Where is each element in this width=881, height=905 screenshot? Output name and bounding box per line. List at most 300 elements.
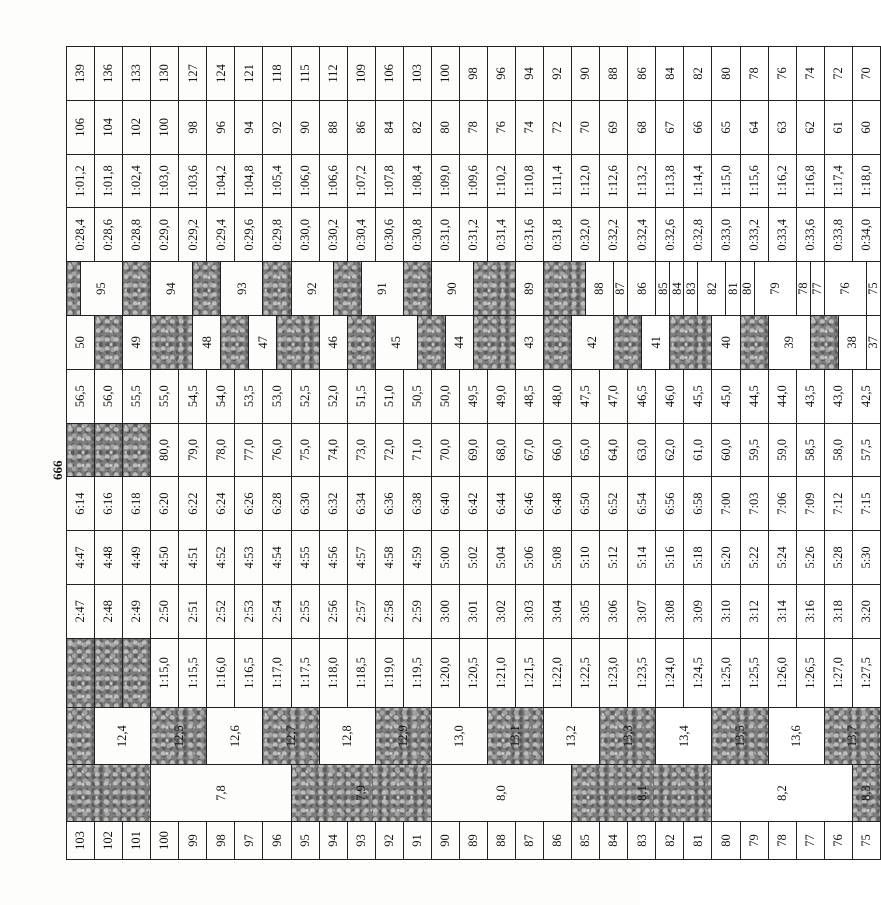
table-cell-c1: 80 <box>712 822 740 860</box>
table-cell-c5: 2:52 <box>207 584 235 638</box>
table-cell-c14: 61 <box>824 100 852 154</box>
table-row <box>67 47 81 860</box>
table-cell-c1: 95 <box>291 822 319 860</box>
table-cell-c15: 82 <box>684 47 712 101</box>
table-cell-c8: 58,5 <box>796 423 824 477</box>
table-cell-c5: 3:00 <box>431 584 459 638</box>
table-cell-c5: 2:47 <box>67 584 95 638</box>
table-cell-c3: 12,7 <box>263 708 319 765</box>
table-cell-c10: 37 <box>866 315 880 369</box>
table-cell-c10: 46 <box>319 315 347 369</box>
table-cell-c14: 98 <box>179 100 207 154</box>
table-cell-c15: 88 <box>600 47 628 101</box>
table-row <box>151 47 165 860</box>
table-cell-c4: 1:23,0 <box>600 638 628 708</box>
table-cell-c5: 2:50 <box>151 584 179 638</box>
table-cell-c13: 1:06,6 <box>319 154 347 208</box>
table-cell-c15: 133 <box>123 47 151 101</box>
table-cell-c1: 78 <box>768 822 796 860</box>
table-row <box>768 47 782 860</box>
table-cell-c7: 6:14 <box>67 477 95 531</box>
table-cell-c4: 1:22,5 <box>572 638 600 708</box>
table-cell-c4: 1:18,5 <box>347 638 375 708</box>
table-cell-c12: 0:33,4 <box>768 208 796 262</box>
table-cell-c12: 0:30,4 <box>347 208 375 262</box>
table-row <box>600 47 614 860</box>
table-cell-c15: 112 <box>319 47 347 101</box>
table-cell-c6: 4:55 <box>291 531 319 585</box>
table-cell-c10: 39 <box>768 315 810 369</box>
table-cell-c5: 2:56 <box>319 584 347 638</box>
table-cell-c13: 1:05,4 <box>263 154 291 208</box>
table-cell-c8: 64,0 <box>600 423 628 477</box>
table-cell-c2: 8,0 <box>431 765 571 822</box>
table-cell-c13: 1:03,0 <box>151 154 179 208</box>
table-cell-c1: 93 <box>347 822 375 860</box>
table-cell-c12: 0:31,6 <box>516 208 544 262</box>
table-cell-c9: 56,5 <box>67 369 95 423</box>
table-cell-c14: 68 <box>628 100 656 154</box>
table-cell-c3: 13,0 <box>431 708 487 765</box>
table-cell-c12: 0:29,4 <box>207 208 235 262</box>
table-cell-c6: 4:48 <box>95 531 123 585</box>
table-cell-c7: 6:38 <box>403 477 431 531</box>
table-cell-c4: 1:18,0 <box>319 638 347 708</box>
table-cell-c9: 50,0 <box>431 369 459 423</box>
table-cell-c1: 98 <box>207 822 235 860</box>
table-cell-c8: 78,0 <box>207 423 235 477</box>
table-cell-c10 <box>95 315 123 369</box>
table-cell-c8: 72,0 <box>375 423 403 477</box>
table-cell-c14: 104 <box>95 100 123 154</box>
table-cell-c2: 7,9 <box>291 765 431 822</box>
table-cell-c14: 106 <box>67 100 95 154</box>
table-cell-c6: 5:02 <box>459 531 487 585</box>
table-cell-c15: 121 <box>235 47 263 101</box>
table-cell-c5: 3:07 <box>628 584 656 638</box>
table-cell-c6: 5:30 <box>852 531 880 585</box>
table-cell-c1: 101 <box>123 822 151 860</box>
table-cell-c3: 12,5 <box>151 708 207 765</box>
table-cell-c11 <box>544 262 586 316</box>
table-cell-c4: 1:26,5 <box>796 638 824 708</box>
table-cell-c15: 98 <box>459 47 487 101</box>
table-cell-c9: 56,0 <box>95 369 123 423</box>
table-cell-c14: 88 <box>319 100 347 154</box>
table-cell-c13: 1:04,8 <box>235 154 263 208</box>
table-cell-c5: 2:59 <box>403 584 431 638</box>
table-cell-c9: 52,0 <box>319 369 347 423</box>
table-cell-c7: 6:34 <box>347 477 375 531</box>
table-cell-c3: 13,6 <box>768 708 824 765</box>
table-cell-c9: 52,5 <box>291 369 319 423</box>
table-cell-c5: 3:16 <box>796 584 824 638</box>
table-cell-c9: 43,5 <box>796 369 824 423</box>
table-cell-c12: 0:31,4 <box>487 208 515 262</box>
table-cell-c9: 54,5 <box>179 369 207 423</box>
table-cell-c8: 67,0 <box>516 423 544 477</box>
table-cell-c10: 41 <box>642 315 670 369</box>
table-cell-c8: 62,0 <box>656 423 684 477</box>
table-cell-c6: 4:54 <box>263 531 291 585</box>
table-cell-c1: 90 <box>431 822 459 860</box>
table-cell-c13: 1:02,4 <box>123 154 151 208</box>
table-cell-c15: 70 <box>852 47 880 101</box>
table-cell-c5: 2:58 <box>375 584 403 638</box>
table-cell-c10: 43 <box>516 315 544 369</box>
table-cell-c11 <box>473 262 515 316</box>
table-cell-c1: 81 <box>684 822 712 860</box>
table-cell-c7: 7:03 <box>740 477 768 531</box>
table-cell-c9: 55,0 <box>151 369 179 423</box>
table-cell-c6: 4:59 <box>403 531 431 585</box>
table-cell-c15: 96 <box>487 47 515 101</box>
table-cell-c7: 6:48 <box>544 477 572 531</box>
table-cell-c4: 1:21,5 <box>516 638 544 708</box>
table-cell-c5: 2:48 <box>95 584 123 638</box>
table-cell-c7: 7:00 <box>712 477 740 531</box>
table-cell-c13: 1:10,8 <box>516 154 544 208</box>
table-cell-c14: 67 <box>656 100 684 154</box>
table-cell-c5: 3:05 <box>572 584 600 638</box>
table-cell-c14: 60 <box>852 100 880 154</box>
table-cell-c12: 0:34,0 <box>852 208 880 262</box>
table-cell-c2: 8,3 <box>852 765 880 822</box>
table-cell-c10 <box>473 315 515 369</box>
table-cell-c8: 69,0 <box>459 423 487 477</box>
table-cell-c9: 55,5 <box>123 369 151 423</box>
table-cell-c5: 2:49 <box>123 584 151 638</box>
table-cell-c2: 8,2 <box>712 765 852 822</box>
table-cell-c15: 92 <box>544 47 572 101</box>
table-cell-c11: 81 <box>726 262 740 316</box>
table-cell-c14: 78 <box>459 100 487 154</box>
table-cell-c5: 2:51 <box>179 584 207 638</box>
table-cell-c5: 3:10 <box>712 584 740 638</box>
table-cell-c4: 1:16,0 <box>207 638 235 708</box>
table-cell-c15: 86 <box>628 47 656 101</box>
table-cell-c10: 44 <box>445 315 473 369</box>
table-cell-c3: 13,3 <box>600 708 656 765</box>
table-cell-c9: 44,5 <box>740 369 768 423</box>
table-cell-c10: 42 <box>572 315 614 369</box>
table-cell-c3: 12,9 <box>375 708 431 765</box>
table-cell-c6: 5:12 <box>600 531 628 585</box>
table-cell-c13: 1:06,0 <box>291 154 319 208</box>
table-cell-c11 <box>193 262 221 316</box>
table-cell-c9: 51,0 <box>375 369 403 423</box>
table-cell-c14: 86 <box>347 100 375 154</box>
table-cell-c7: 6:16 <box>95 477 123 531</box>
table-cell-c6: 5:14 <box>628 531 656 585</box>
table-cell-c5: 2:57 <box>347 584 375 638</box>
table-cell-c8: 59,5 <box>740 423 768 477</box>
table-cell-c13: 1:14,4 <box>684 154 712 208</box>
table-cell-c12: 0:33,8 <box>824 208 852 262</box>
table-row <box>207 47 221 860</box>
table-cell-c6: 4:51 <box>179 531 207 585</box>
table-cell-c6: 4:52 <box>207 531 235 585</box>
table-cell-c7: 7:12 <box>824 477 852 531</box>
table-cell-c3: 13,2 <box>544 708 600 765</box>
table-cell-c11: 92 <box>291 262 333 316</box>
table-cell-c11: 79 <box>754 262 796 316</box>
table-cell-c15: 84 <box>656 47 684 101</box>
table-cell-c1: 82 <box>656 822 684 860</box>
table-cell-c11 <box>123 262 151 316</box>
table-cell-c9: 46,5 <box>628 369 656 423</box>
table-cell-c6: 5:08 <box>544 531 572 585</box>
table-cell-c4: 1:25,5 <box>740 638 768 708</box>
table-cell-c5: 3:06 <box>600 584 628 638</box>
table-cell-c10 <box>614 315 642 369</box>
table-cell-c2 <box>67 765 151 822</box>
table-cell-c4: 1:26,0 <box>768 638 796 708</box>
table-cell-c12: 0:28,6 <box>95 208 123 262</box>
table-cell-c13: 1:10,2 <box>487 154 515 208</box>
table-cell-c5: 3:08 <box>656 584 684 638</box>
table-cell-c8: 68,0 <box>487 423 515 477</box>
table-cell-c9: 49,5 <box>459 369 487 423</box>
table-cell-c7: 6:22 <box>179 477 207 531</box>
table-cell-c1: 84 <box>600 822 628 860</box>
table-cell-c12: 0:32,8 <box>684 208 712 262</box>
table-row <box>824 47 838 860</box>
table-cell-c13: 1:12,6 <box>600 154 628 208</box>
table-cell-c5: 3:12 <box>740 584 768 638</box>
table-cell-c12: 0:28,8 <box>123 208 151 262</box>
table-cell-c12: 0:28,4 <box>67 208 95 262</box>
table-cell-c8: 70,0 <box>431 423 459 477</box>
table-cell-c5: 2:53 <box>235 584 263 638</box>
table-cell-c10 <box>151 315 193 369</box>
table-cell-c5: 3:09 <box>684 584 712 638</box>
table-cell-c1: 92 <box>375 822 403 860</box>
table-cell-c1: 99 <box>179 822 207 860</box>
table-cell-c10: 45 <box>375 315 417 369</box>
table-cell-c12: 0:33,6 <box>796 208 824 262</box>
table-cell-c3: 13,4 <box>656 708 712 765</box>
table-cell-c13: 1:13,2 <box>628 154 656 208</box>
table-cell-c8: 76,0 <box>263 423 291 477</box>
table-cell-c6: 4:58 <box>375 531 403 585</box>
table-cell-c7: 6:52 <box>600 477 628 531</box>
table-row <box>375 47 389 860</box>
table-cell-c8: 80,0 <box>151 423 179 477</box>
table-cell-c12: 0:32,0 <box>572 208 600 262</box>
table-cell-c7: 7:06 <box>768 477 796 531</box>
table-cell-c1: 96 <box>263 822 291 860</box>
table-cell-c11 <box>67 262 81 316</box>
table-row <box>431 47 445 860</box>
table-cell-c1: 91 <box>403 822 431 860</box>
table-cell-c14: 102 <box>123 100 151 154</box>
table-cell-c15: 103 <box>403 47 431 101</box>
table-cell-c8: 79,0 <box>179 423 207 477</box>
table-cell-c6: 5:04 <box>487 531 515 585</box>
table-cell-c6: 5:22 <box>740 531 768 585</box>
table-cell-c6: 4:50 <box>151 531 179 585</box>
table-cell-c13: 1:18,0 <box>852 154 880 208</box>
table-cell-c4 <box>95 638 123 708</box>
table-cell-c15: 76 <box>768 47 796 101</box>
page-number: 666 <box>50 460 65 480</box>
table-cell-c11: 84 <box>670 262 684 316</box>
table-cell-c14: 70 <box>572 100 600 154</box>
table-cell-c15: 78 <box>740 47 768 101</box>
table-cell-c11: 90 <box>431 262 473 316</box>
table-cell-c7: 6:24 <box>207 477 235 531</box>
table-cell-c12: 0:30,2 <box>319 208 347 262</box>
table-cell-c11: 94 <box>151 262 193 316</box>
table-cell-c5: 3:02 <box>487 584 515 638</box>
table-cell-c6: 5:10 <box>572 531 600 585</box>
table-cell-c7: 6:28 <box>263 477 291 531</box>
table-cell-c11: 87 <box>614 262 628 316</box>
table-cell-c6: 5:24 <box>768 531 796 585</box>
table-cell-c9: 44,0 <box>768 369 796 423</box>
table-cell-c10: 48 <box>193 315 221 369</box>
table-cell-c15: 74 <box>796 47 824 101</box>
table-cell-c9: 51,5 <box>347 369 375 423</box>
table-cell-c2: 7,8 <box>151 765 291 822</box>
table-cell-c6: 4:47 <box>67 531 95 585</box>
table-cell-c1: 100 <box>151 822 179 860</box>
table-cell-c13: 1:09,0 <box>431 154 459 208</box>
table-cell-c11 <box>333 262 361 316</box>
table-cell-c4: 1:20,5 <box>459 638 487 708</box>
table-cell-c9: 53,0 <box>263 369 291 423</box>
table-cell-c4: 1:25,0 <box>712 638 740 708</box>
table-cell-c4: 1:23,5 <box>628 638 656 708</box>
table-cell-c9: 46,0 <box>656 369 684 423</box>
table-row <box>712 47 726 860</box>
table-cell-c8: 74,0 <box>319 423 347 477</box>
table-cell-c15: 100 <box>431 47 459 101</box>
table-cell-c9: 53,5 <box>235 369 263 423</box>
table-cell-c8: 75,0 <box>291 423 319 477</box>
table-cell-c5: 3:18 <box>824 584 852 638</box>
table-cell-c13: 1:04,2 <box>207 154 235 208</box>
table-cell-c6: 5:20 <box>712 531 740 585</box>
table-cell-c11: 86 <box>628 262 656 316</box>
table-cell-c3: 13,7 <box>824 708 880 765</box>
table-cell-c12: 0:29,0 <box>151 208 179 262</box>
table-cell-c4: 1:22,0 <box>544 638 572 708</box>
table-cell-c4: 1:17,0 <box>263 638 291 708</box>
table-cell-c9: 42,5 <box>852 369 880 423</box>
table-cell-c15: 115 <box>291 47 319 101</box>
table-cell-c9: 50,5 <box>403 369 431 423</box>
table-cell-c14: 92 <box>263 100 291 154</box>
table-cell-c7: 6:46 <box>516 477 544 531</box>
table-row <box>319 47 333 860</box>
table-cell-c1: 85 <box>572 822 600 860</box>
table-cell-c15: 72 <box>824 47 852 101</box>
table-cell-c4: 1:27,0 <box>824 638 852 708</box>
table-cell-c6: 5:18 <box>684 531 712 585</box>
table-cell-c4: 1:24,5 <box>684 638 712 708</box>
table-cell-c9: 45,0 <box>712 369 740 423</box>
table-cell-c11: 78 <box>796 262 810 316</box>
table-cell-c4: 1:15,0 <box>151 638 179 708</box>
table-cell-c15: 130 <box>151 47 179 101</box>
table-row <box>95 47 109 860</box>
table-cell-c12: 0:33,2 <box>740 208 768 262</box>
table-cell-c8: 57,5 <box>852 423 880 477</box>
table-row <box>656 47 670 860</box>
table-cell-c4: 1:15,5 <box>179 638 207 708</box>
table-cell-c15: 109 <box>347 47 375 101</box>
table-row <box>487 47 501 860</box>
table-cell-c3 <box>67 708 95 765</box>
table-cell-c15: 106 <box>375 47 403 101</box>
table-cell-c13: 1:16,8 <box>796 154 824 208</box>
table-cell-c1: 83 <box>628 822 656 860</box>
table-cell-c8: 58,0 <box>824 423 852 477</box>
table-cell-c11: 82 <box>698 262 726 316</box>
table-cell-c14: 76 <box>487 100 515 154</box>
table-cell-c14: 80 <box>431 100 459 154</box>
table-row <box>544 47 558 860</box>
table-cell-c2: 8,1 <box>572 765 712 822</box>
table-cell-c5: 2:54 <box>263 584 291 638</box>
table-cell-c13: 1:12,0 <box>572 154 600 208</box>
table-cell-c14: 66 <box>684 100 712 154</box>
table-cell-c13: 1:15,6 <box>740 154 768 208</box>
table-cell-c11: 75 <box>866 262 880 316</box>
table-cell-c13: 1:15,0 <box>712 154 740 208</box>
table-cell-c14: 64 <box>740 100 768 154</box>
table-cell-c1: 77 <box>796 822 824 860</box>
table-cell-c12: 0:31,0 <box>431 208 459 262</box>
table-cell-c10 <box>740 315 768 369</box>
table-cell-c6: 5:26 <box>796 531 824 585</box>
table-cell-c8: 77,0 <box>235 423 263 477</box>
table-cell-c6: 4:53 <box>235 531 263 585</box>
table-cell-c7: 6:54 <box>628 477 656 531</box>
table-cell-c7: 7:09 <box>796 477 824 531</box>
table-cell-c11: 95 <box>81 262 123 316</box>
table-cell-c12: 0:30,0 <box>291 208 319 262</box>
table-cell-c5: 2:55 <box>291 584 319 638</box>
table-cell-c7: 6:30 <box>291 477 319 531</box>
table-cell-c7: 6:26 <box>235 477 263 531</box>
table-cell-c8 <box>67 423 95 477</box>
table-cell-c12: 0:30,6 <box>375 208 403 262</box>
table-cell-c6: 5:06 <box>516 531 544 585</box>
table-cell-c9: 48,5 <box>516 369 544 423</box>
table-cell-c10: 38 <box>838 315 866 369</box>
table-cell-c13: 1:03,6 <box>179 154 207 208</box>
table-cell-c14: 72 <box>544 100 572 154</box>
table-cell-c1: 89 <box>459 822 487 860</box>
table-cell-c9: 48,0 <box>544 369 572 423</box>
table-cell-c5: 3:03 <box>516 584 544 638</box>
table-cell-c15: 136 <box>95 47 123 101</box>
table-cell-c10: 50 <box>67 315 95 369</box>
table-row <box>263 47 277 860</box>
table-cell-c14: 62 <box>796 100 824 154</box>
table-cell-c3: 12,6 <box>207 708 263 765</box>
table-cell-c1: 75 <box>852 822 880 860</box>
table-cell-c14: 96 <box>207 100 235 154</box>
table-cell-c9: 47,5 <box>572 369 600 423</box>
table-cell-c7: 6:36 <box>375 477 403 531</box>
table-cell-c9: 47,0 <box>600 369 628 423</box>
table-cell-c9: 45,5 <box>684 369 712 423</box>
table-cell-c12: 0:30,8 <box>403 208 431 262</box>
